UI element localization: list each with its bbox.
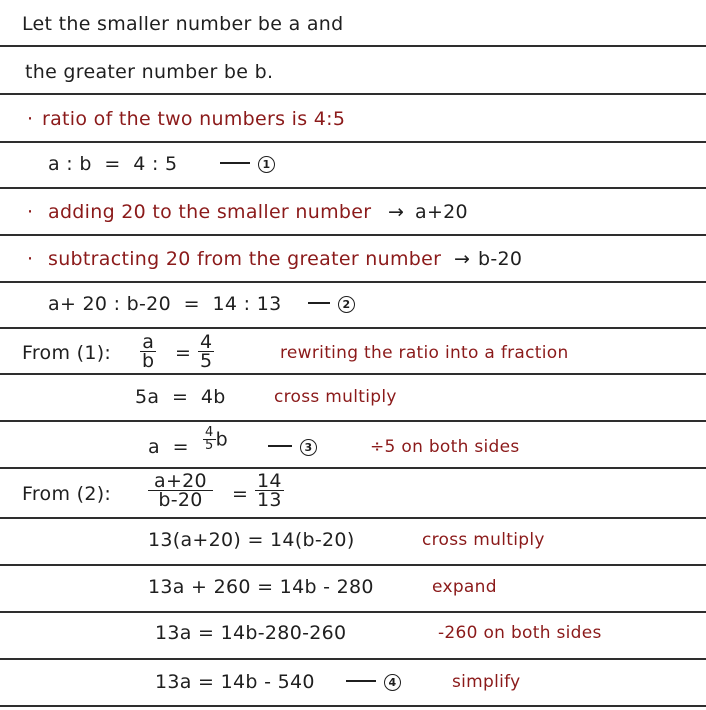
numerator: 14 xyxy=(257,470,282,492)
equation-marker xyxy=(302,292,355,316)
ruled-line xyxy=(0,517,706,519)
note: ÷5 on both sides xyxy=(370,437,520,457)
note: cross multiply xyxy=(274,387,397,407)
note: simplify xyxy=(452,672,521,692)
equation: 13a = 14b - 540 xyxy=(155,671,315,693)
equation-marker xyxy=(214,152,275,176)
equation-marker xyxy=(340,670,401,694)
ruled-line xyxy=(0,234,706,236)
fraction xyxy=(140,333,156,370)
fraction-lhs xyxy=(148,472,213,509)
circled-number: 3 xyxy=(300,439,317,456)
denominator: 5 xyxy=(205,438,214,453)
line-text: adding 20 to the smaller number xyxy=(48,201,372,223)
equation: 5a = 4b xyxy=(135,386,226,408)
denominator: b-20 xyxy=(158,489,203,511)
circled-number: 1 xyxy=(258,156,275,173)
ruled-line xyxy=(0,658,706,660)
note: rewriting the ratio into a fraction xyxy=(280,343,569,363)
numerator: a+20 xyxy=(148,472,213,491)
fraction xyxy=(203,427,216,452)
dash xyxy=(346,680,376,682)
equation: 13(a+20) = 14(b-20) xyxy=(148,529,355,551)
equation-marker xyxy=(262,435,317,459)
ruled-line xyxy=(0,420,706,422)
ruled-line xyxy=(0,705,706,707)
numerator: 4 xyxy=(200,331,213,353)
ruled-line xyxy=(0,45,706,47)
bullet: · xyxy=(27,108,34,130)
note: cross multiply xyxy=(422,530,545,550)
equation: 13a + 260 = 14b - 280 xyxy=(148,576,374,598)
numerator: 4 xyxy=(205,425,214,440)
note: -260 on both sides xyxy=(438,623,602,643)
variable: b xyxy=(215,428,228,451)
equation: a+ 20 : b-20 = 14 : 13 xyxy=(48,293,282,315)
fraction xyxy=(255,472,284,509)
fraction xyxy=(148,472,213,509)
numerator: a xyxy=(140,333,156,352)
equation-lhs: a = xyxy=(148,436,189,458)
fraction-rhs xyxy=(255,472,284,509)
dash xyxy=(268,445,292,447)
ruled-line xyxy=(0,564,706,566)
ruled-line xyxy=(0,187,706,189)
line-text: Let the smaller number be a and xyxy=(22,13,344,35)
ruled-line xyxy=(0,373,706,375)
circled-number: 2 xyxy=(338,296,355,313)
line-text: subtracting 20 from the greater number xyxy=(48,248,442,270)
fraction-rhs xyxy=(198,333,214,370)
ruled-line xyxy=(0,141,706,143)
result: a+20 xyxy=(415,201,468,223)
bullet: · xyxy=(27,201,34,223)
bullet: · xyxy=(27,248,34,270)
note: expand xyxy=(432,577,497,597)
dash xyxy=(220,162,250,164)
equals-sign: = xyxy=(175,342,192,364)
denominator: 13 xyxy=(257,489,282,511)
arrow: → xyxy=(454,248,471,270)
equation: 13a = 14b-280-260 xyxy=(155,622,347,644)
ruled-line xyxy=(0,327,706,329)
fraction xyxy=(198,333,214,370)
ruled-line xyxy=(0,611,706,613)
fraction-lhs xyxy=(140,333,156,370)
dash xyxy=(308,302,330,304)
ruled-line xyxy=(0,467,706,469)
equals-sign: = xyxy=(232,483,249,505)
ruled-line xyxy=(0,93,706,95)
from-label: From (1): xyxy=(22,342,112,364)
circled-number: 4 xyxy=(384,674,401,691)
denominator: 5 xyxy=(200,350,213,372)
ruled-line xyxy=(0,281,706,283)
result: b-20 xyxy=(478,248,523,270)
fraction-term xyxy=(203,427,228,452)
equation: a : b = 4 : 5 xyxy=(48,153,178,175)
line-text: ratio of the two numbers is 4:5 xyxy=(42,108,346,130)
from-label: From (2): xyxy=(22,483,112,505)
arrow: → xyxy=(388,201,405,223)
line-text: the greater number be b. xyxy=(25,61,274,83)
denominator: b xyxy=(142,350,155,372)
